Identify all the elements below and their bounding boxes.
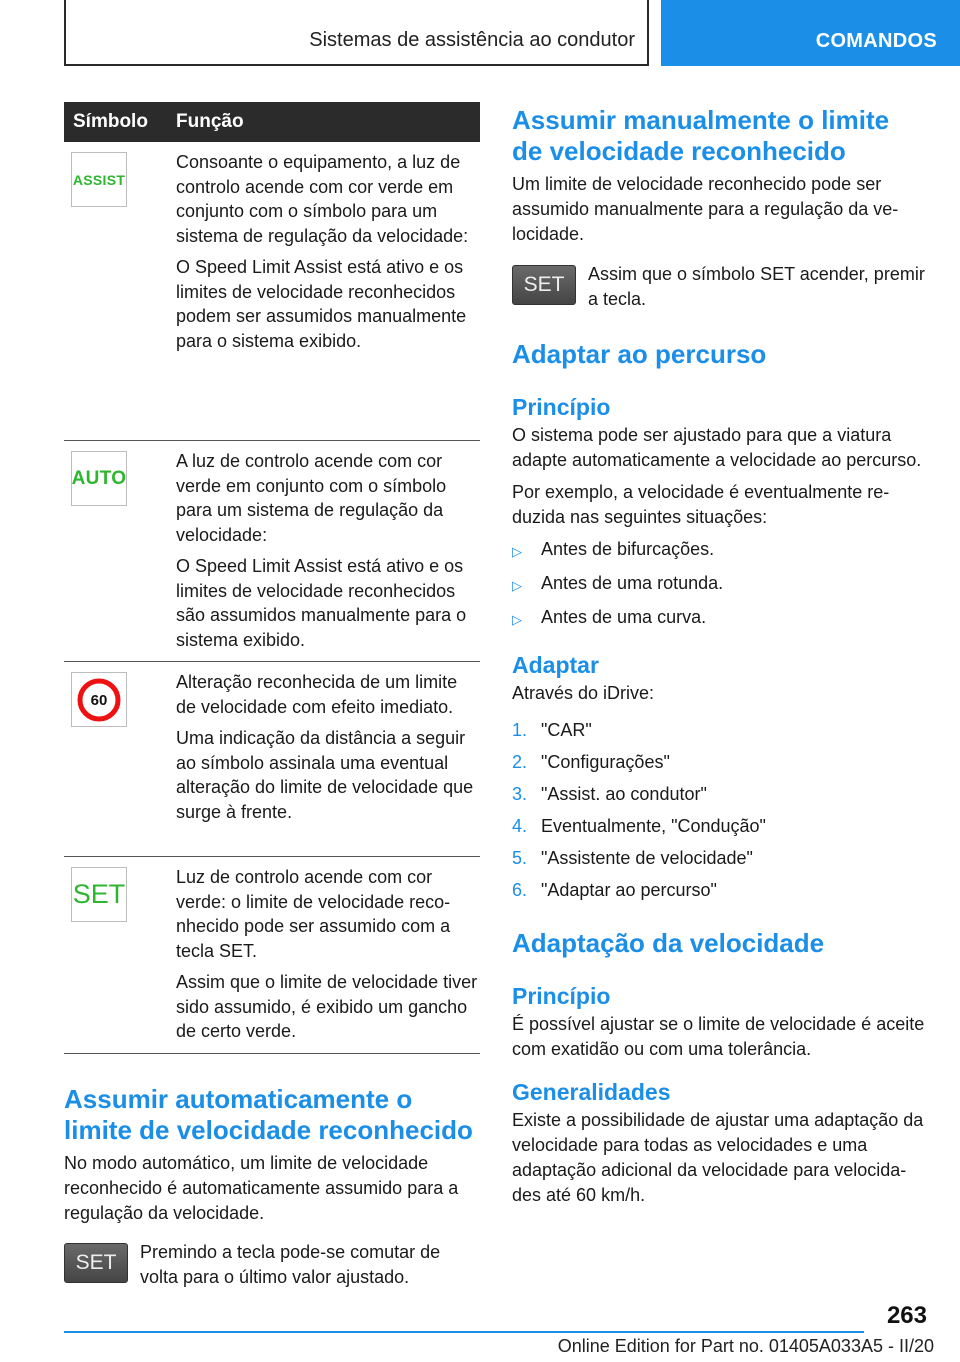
footer-edition: Online Edition for Part no. 01405A033A5 - II/20 <box>557 1336 934 1356</box>
table-row <box>64 441 480 662</box>
auto-key-row <box>64 1243 480 1290</box>
auto-heading: Assumir automaticamente o limite de velocidade reconhecido <box>64 1084 473 1145</box>
speed-limit-60-icon <box>71 672 127 727</box>
table-header-row <box>64 102 480 142</box>
list-item: ▷ Antes de bifurcações. <box>512 537 926 564</box>
table-row <box>64 857 480 1054</box>
set-button-icon <box>512 265 576 305</box>
triangle-bullet-icon: ▷ <box>512 612 522 627</box>
table-row <box>64 662 480 857</box>
general-heading: Generalidades <box>512 1079 671 1105</box>
row-text: A luz de controlo acende com cor verde em conjunto com o símbolo para um sistema de regulação da velocidade: <box>176 451 447 545</box>
triangle-bullet-icon: ▷ <box>512 578 522 593</box>
adapt-intro: Através do iDrive: <box>512 683 655 703</box>
left-column <box>64 102 480 1290</box>
footer-divider <box>64 1331 864 1333</box>
route-bullet-list <box>512 537 926 632</box>
route-heading: Adaptar ao percurso <box>512 339 767 369</box>
speed-principle-text: É possível ajustar se o limite de velocidade é aceite com exatidão ou com uma tolerância. <box>512 1014 925 1059</box>
manual-heading: Assumir manualmente o limite de velocidade reconhecido <box>512 105 890 166</box>
auto-icon-label: AUTO <box>71 467 127 489</box>
set-icon-label: SET <box>72 879 126 909</box>
speed-limit-sign <box>77 678 121 722</box>
speed-limit-value: 60 <box>90 691 108 709</box>
assist-icon-label: ASSIST <box>72 171 126 188</box>
set-button-icon <box>64 1243 128 1283</box>
tab-label: COMANDOS <box>815 30 937 52</box>
right-column <box>512 102 926 1208</box>
list-item: 1. "CAR" <box>512 720 592 740</box>
adapt-steps <box>512 718 926 903</box>
triangle-bullet-icon: ▷ <box>512 544 522 559</box>
route-principle-heading: Princípio <box>512 394 611 420</box>
route-principle-text: O sistema pode ser ajustado para que a viatura adapte automaticamente a velocidade ao percurso. <box>512 425 922 470</box>
manual-text: Um limite de velocidade reconhecido pode ser assumido manualmente para a regulação da velocidade. <box>512 174 899 244</box>
list-item: 2. "Configurações" <box>512 752 670 772</box>
auto-text: No modo automático, um limite de velocidade reconhecido é automaticamente assumido para a regulação da velocidade. <box>64 1153 459 1223</box>
auto-key-text: Premindo a tecla pode-se comutar de volta para o último valor ajustado. <box>140 1242 441 1287</box>
list-item: 5. "Assistente de velocidade" <box>512 848 753 868</box>
col-header-symbol: Símbolo <box>64 102 176 142</box>
manual-key-row <box>512 265 926 312</box>
list-item: 6. "Adaptar ao percurso" <box>512 880 717 900</box>
header-section <box>64 0 649 66</box>
row-text: Luz de controlo acende com cor verde: o limite de velocidade reconhecido pode ser assumido com a tecla SET. <box>176 867 451 961</box>
speed-heading: Adaptação da velocidade <box>512 928 825 958</box>
set-key-label: SET <box>523 273 565 296</box>
page-header <box>0 0 960 66</box>
table-row <box>64 142 480 441</box>
set-symbol-icon <box>71 867 127 922</box>
page-number: 263 <box>886 1302 927 1329</box>
row-text: Consoante o equipamento, a luz de controlo acende com cor verde em conjunto com o símbolo para um sistema de regulação da velocidade: <box>176 152 469 246</box>
row-text: Assim que o limite de velocidade tiver sido assumido, é exibido um gancho de certo verde. <box>176 972 478 1041</box>
general-text: Existe a possibilidade de ajustar uma adaptação da velocidade para todas as velocidades e uma adaptação adicional da velocidade para velocidades até 60 km/h. <box>512 1110 924 1205</box>
list-item: ▷ Antes de uma rotunda. <box>512 571 926 598</box>
section-title: Sistemas de assistência ao condutor <box>309 29 635 51</box>
set-key-label: SET <box>75 1251 117 1274</box>
manual-key-text: Assim que o símbolo SET acender, premir a tecla. <box>588 264 925 309</box>
row-text: Alteração reconhecida de um limite de velocidade com efeito imediato. <box>176 672 458 717</box>
assist-symbol-icon <box>71 152 127 207</box>
row-text: Uma indicação da distância a seguir ao símbolo assinala uma eventual alteração do limite de velocidade que surge à frente. <box>176 728 474 822</box>
col-header-function: Função <box>176 102 480 142</box>
route-example-text: Por exemplo, a velocidade é eventualmente reduzida nas seguintes situações: <box>512 482 890 527</box>
row-text: O Speed Limit Assist está ativo e os limites de velocidade reconhecidos podem ser assumidos manualmente para o sistema exibido. <box>176 257 467 351</box>
row-text: O Speed Limit Assist está ativo e os limites de velocidade reconhecidos são assumidos manualmente para o sistema exibido. <box>176 556 467 650</box>
list-item: 4. Eventualmente, "Condução" <box>512 816 766 836</box>
adapt-heading: Adaptar <box>512 652 599 678</box>
list-item: ▷ Antes de uma curva. <box>512 605 926 632</box>
symbol-table <box>64 102 480 1054</box>
list-item: 3. "Assist. ao condutor" <box>512 784 707 804</box>
speed-principle-heading: Princípio <box>512 983 611 1009</box>
header-tab <box>661 0 960 66</box>
auto-symbol-icon <box>71 451 127 506</box>
